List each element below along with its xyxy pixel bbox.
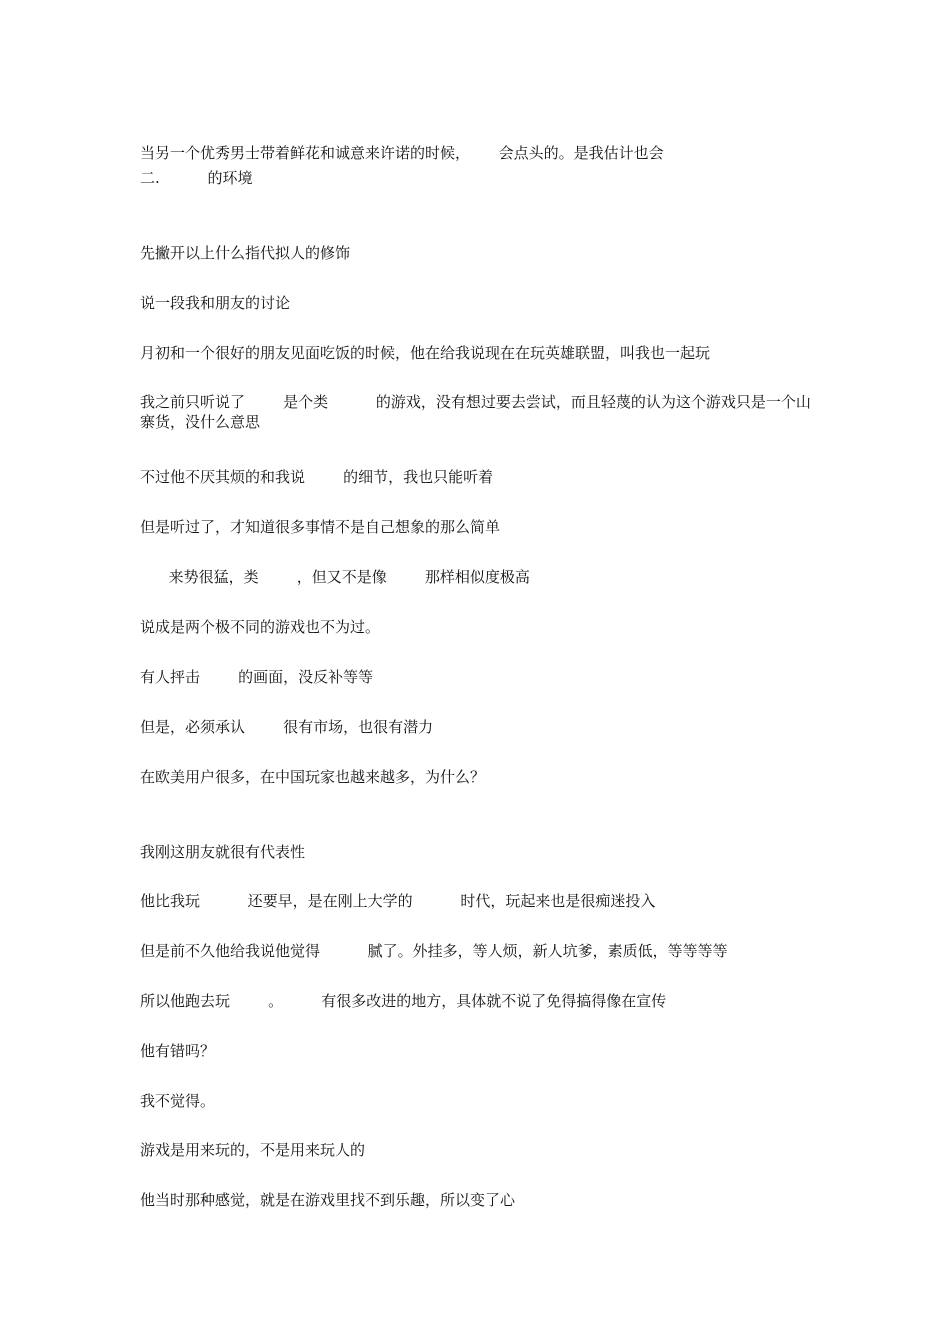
text-line: 月初和一个很好的朋友见面吃饭的时候，他在给我说现在在玩英雄联盟，叫我也一起玩: [140, 344, 711, 362]
text-line: 他比我玩 还要早，是在刚上大学的 时代，玩起来也是很痴迷投入: [140, 892, 656, 910]
text-line: 来势很猛，类 ，但又不是像 那样相似度极高: [140, 568, 530, 586]
text-line: 游戏是用来玩的，不是用来玩人的: [140, 1141, 366, 1159]
text-line: 说一段我和朋友的讨论: [140, 294, 291, 312]
text-line: 但是前不久他给我说他觉得 腻了。外挂多，等人烦，新人坑爹，素质低，等等等等: [140, 942, 728, 960]
text-line: 但是听过了，才知道很多事情不是自己想象的那么简单: [140, 518, 501, 536]
text-line: 但是，必须承认 很有市场，也很有潜力: [140, 718, 434, 736]
text-line: 我不觉得。: [140, 1092, 216, 1110]
text-line: 他有错吗？: [140, 1042, 216, 1060]
section-heading: 二. 的环境: [140, 169, 253, 187]
text-line: 我刚这朋友就很有代表性: [140, 843, 306, 861]
text-line: 说成是两个极不同的游戏也不为过。: [140, 618, 381, 636]
text-line: 我之前只听说了 是个类 的游戏，没有想过要去尝试，而且轻蔑的认为这个游戏只是一个山寨货，没什么意思: [140, 393, 811, 431]
text-line: 有人抨击 的画面，没反补等等: [140, 668, 374, 686]
text-line: 所以他跑去玩 。 有很多改进的地方，具体就不说了免得搞得像在宣传: [140, 992, 667, 1010]
text-line: 当另一个优秀男士带着鲜花和诚意来许诺的时候， 会点头的。是我估计也会: [140, 144, 664, 162]
text-line: 不过他不厌其烦的和我说 的细节，我也只能听着: [140, 468, 494, 486]
text-line: 他当时那种感觉，就是在游戏里找不到乐趣，所以变了心: [140, 1191, 516, 1209]
text-line: 先撇开以上什么指代拟人的修饰: [140, 244, 351, 262]
text-line: 在欧美用户很多，在中国玩家也越来越多，为什么？: [140, 768, 486, 786]
